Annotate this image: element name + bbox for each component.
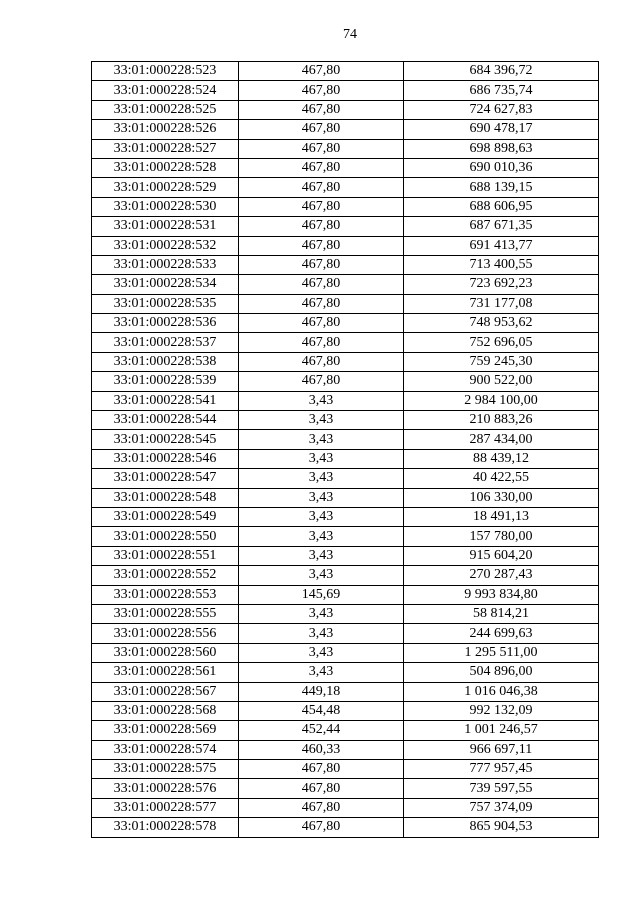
coefficient-cell: 3,43 [239,430,404,449]
table-row [92,372,599,391]
table-row [92,643,599,662]
cadastral-number-cell: 33:01:000228:555 [92,604,239,623]
coefficient-cell: 467,80 [239,178,404,197]
table-row [92,527,599,546]
cadastral-number-cell: 33:01:000228:525 [92,100,239,119]
value-cell: 106 330,00 [404,488,599,507]
value-cell: 9 993 834,80 [404,585,599,604]
coefficient-cell: 449,18 [239,682,404,701]
cadastral-number-cell: 33:01:000228:544 [92,411,239,430]
table-row [92,314,599,333]
cadastral-number-cell: 33:01:000228:545 [92,430,239,449]
table-row [92,663,599,682]
cadastral-number-cell: 33:01:000228:550 [92,527,239,546]
cadastral-number-cell: 33:01:000228:574 [92,740,239,759]
table-row [92,818,599,837]
value-cell: 724 627,83 [404,100,599,119]
coefficient-cell: 467,80 [239,217,404,236]
coefficient-cell: 467,80 [239,294,404,313]
coefficient-cell: 467,80 [239,197,404,216]
cadastral-number-cell: 33:01:000228:556 [92,624,239,643]
table-row [92,430,599,449]
coefficient-cell: 3,43 [239,507,404,526]
coefficient-cell: 467,80 [239,352,404,371]
table-row [92,779,599,798]
cadastral-number-cell: 33:01:000228:547 [92,469,239,488]
coefficient-cell: 3,43 [239,488,404,507]
table-body [92,62,599,838]
cadastral-number-cell: 33:01:000228:529 [92,178,239,197]
cadastral-number-cell: 33:01:000228:534 [92,275,239,294]
table-row [92,585,599,604]
table-row [92,449,599,468]
coefficient-cell: 467,80 [239,158,404,177]
value-cell: 688 606,95 [404,197,599,216]
coefficient-cell: 3,43 [239,527,404,546]
cadastral-number-cell: 33:01:000228:538 [92,352,239,371]
cadastral-number-cell: 33:01:000228:553 [92,585,239,604]
table-row [92,469,599,488]
coefficient-cell: 3,43 [239,449,404,468]
value-cell: 58 814,21 [404,604,599,623]
table-row [92,721,599,740]
value-cell: 723 692,23 [404,275,599,294]
coefficient-cell: 467,80 [239,818,404,837]
table-row [92,178,599,197]
value-cell: 900 522,00 [404,372,599,391]
cadastral-number-cell: 33:01:000228:569 [92,721,239,740]
coefficient-cell: 460,33 [239,740,404,759]
table-row [92,701,599,720]
value-cell: 688 139,15 [404,178,599,197]
cadastral-number-cell: 33:01:000228:567 [92,682,239,701]
value-cell: 1 295 511,00 [404,643,599,662]
coefficient-cell: 145,69 [239,585,404,604]
table-row [92,139,599,158]
cadastral-number-cell: 33:01:000228:541 [92,391,239,410]
cadastral-number-cell: 33:01:000228:526 [92,120,239,139]
value-cell: 684 396,72 [404,62,599,81]
coefficient-cell: 467,80 [239,255,404,274]
cadastral-number-cell: 33:01:000228:551 [92,546,239,565]
value-cell: 759 245,30 [404,352,599,371]
value-cell: 865 904,53 [404,818,599,837]
coefficient-cell: 467,80 [239,236,404,255]
value-cell: 752 696,05 [404,333,599,352]
value-cell: 739 597,55 [404,779,599,798]
value-cell: 966 697,11 [404,740,599,759]
value-cell: 270 287,43 [404,566,599,585]
cadastral-number-cell: 33:01:000228:524 [92,81,239,100]
cadastral-number-cell: 33:01:000228:576 [92,779,239,798]
value-cell: 244 699,63 [404,624,599,643]
table-row [92,236,599,255]
cadastral-number-cell: 33:01:000228:539 [92,372,239,391]
value-cell: 690 478,17 [404,120,599,139]
value-cell: 992 132,09 [404,701,599,720]
cadastral-number-cell: 33:01:000228:533 [92,255,239,274]
cadastral-number-cell: 33:01:000228:536 [92,314,239,333]
cadastral-number-cell: 33:01:000228:577 [92,798,239,817]
cadastral-number-cell: 33:01:000228:575 [92,760,239,779]
cadastral-number-cell: 33:01:000228:549 [92,507,239,526]
coefficient-cell: 3,43 [239,566,404,585]
cadastral-number-cell: 33:01:000228:560 [92,643,239,662]
coefficient-cell: 467,80 [239,81,404,100]
value-cell: 698 898,63 [404,139,599,158]
coefficient-cell: 3,43 [239,411,404,430]
table-row [92,740,599,759]
cadastral-number-cell: 33:01:000228:532 [92,236,239,255]
value-cell: 1 016 046,38 [404,682,599,701]
coefficient-cell: 467,80 [239,100,404,119]
cadastral-number-cell: 33:01:000228:552 [92,566,239,585]
table-row [92,391,599,410]
coefficient-cell: 467,80 [239,798,404,817]
page-number: 74 [343,27,357,42]
cadastral-number-cell: 33:01:000228:568 [92,701,239,720]
coefficient-cell: 452,44 [239,721,404,740]
cadastral-number-cell: 33:01:000228:578 [92,818,239,837]
value-cell: 2 984 100,00 [404,391,599,410]
cadastral-number-cell: 33:01:000228:537 [92,333,239,352]
value-cell: 210 883,26 [404,411,599,430]
value-cell: 690 010,36 [404,158,599,177]
table-row [92,62,599,81]
table-row [92,604,599,623]
value-cell: 1 001 246,57 [404,721,599,740]
cadastral-number-cell: 33:01:000228:535 [92,294,239,313]
value-cell: 691 413,77 [404,236,599,255]
coefficient-cell: 467,80 [239,275,404,294]
table-row [92,255,599,274]
cadastral-number-cell: 33:01:000228:561 [92,663,239,682]
coefficient-cell: 3,43 [239,624,404,643]
coefficient-cell: 3,43 [239,469,404,488]
value-cell: 915 604,20 [404,546,599,565]
cadastral-number-cell: 33:01:000228:527 [92,139,239,158]
coefficient-cell: 467,80 [239,372,404,391]
table-row [92,81,599,100]
cadastral-number-cell: 33:01:000228:548 [92,488,239,507]
value-cell: 713 400,55 [404,255,599,274]
cadastral-number-cell: 33:01:000228:531 [92,217,239,236]
value-cell: 504 896,00 [404,663,599,682]
table-row [92,197,599,216]
table-row [92,411,599,430]
value-cell: 731 177,08 [404,294,599,313]
coefficient-cell: 467,80 [239,120,404,139]
coefficient-cell: 454,48 [239,701,404,720]
table-row [92,488,599,507]
table-row [92,352,599,371]
coefficient-cell: 467,80 [239,779,404,798]
table-row [92,158,599,177]
value-cell: 88 439,12 [404,449,599,468]
value-cell: 18 491,13 [404,507,599,526]
value-cell: 40 422,55 [404,469,599,488]
coefficient-cell: 3,43 [239,546,404,565]
table-row [92,546,599,565]
value-cell: 748 953,62 [404,314,599,333]
coefficient-cell: 3,43 [239,643,404,662]
coefficient-cell: 467,80 [239,62,404,81]
table-row [92,294,599,313]
coefficient-cell: 467,80 [239,333,404,352]
table-row [92,507,599,526]
coefficient-cell: 467,80 [239,139,404,158]
table-row [92,100,599,119]
table-row [92,566,599,585]
value-cell: 757 374,09 [404,798,599,817]
table-row [92,760,599,779]
value-cell: 687 671,35 [404,217,599,236]
coefficient-cell: 3,43 [239,391,404,410]
table-row [92,798,599,817]
value-cell: 777 957,45 [404,760,599,779]
coefficient-cell: 467,80 [239,760,404,779]
coefficient-cell: 467,80 [239,314,404,333]
value-cell: 157 780,00 [404,527,599,546]
coefficient-cell: 3,43 [239,604,404,623]
table-row [92,333,599,352]
coefficient-cell: 3,43 [239,663,404,682]
cadastral-number-cell: 33:01:000228:528 [92,158,239,177]
table-row [92,120,599,139]
value-cell: 686 735,74 [404,81,599,100]
cadastral-number-cell: 33:01:000228:523 [92,62,239,81]
cadastral-value-table [91,61,599,838]
table-row [92,682,599,701]
cadastral-number-cell: 33:01:000228:546 [92,449,239,468]
table-row [92,217,599,236]
table-row [92,275,599,294]
cadastral-number-cell: 33:01:000228:530 [92,197,239,216]
value-cell: 287 434,00 [404,430,599,449]
table-row [92,624,599,643]
